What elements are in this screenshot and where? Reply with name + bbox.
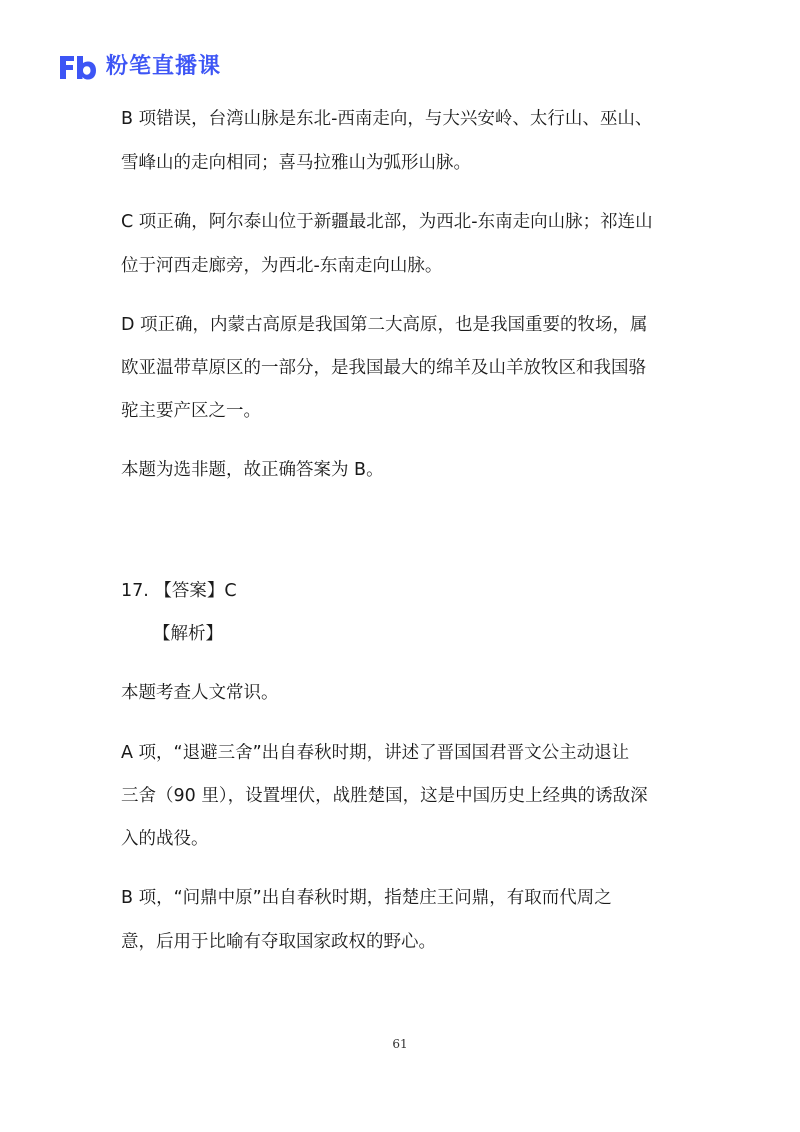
text-line: 位于河西走廊旁，为西北-东南走向山脉。 xyxy=(121,256,443,276)
text-line: 入的战役。 xyxy=(121,829,209,849)
text-line: D 项正确，内蒙古高原是我国第二大高原，也是我国重要的牧场，属 xyxy=(121,315,648,335)
text-line: C 项正确，阿尔泰山位于新疆最北部，为西北-东南走向山脉；祁连山 xyxy=(121,212,653,232)
text-line: B 项，“问鼎中原”出自春秋时期，指楚庄王问鼎，有取而代周之 xyxy=(121,888,612,908)
answer-heading: 17. 【答案】C xyxy=(121,581,237,601)
fb-logo-icon xyxy=(58,52,98,82)
brand-name: 粉笔直播课 xyxy=(106,54,222,79)
text-line: 欧亚温带草原区的一部分，是我国最大的绵羊及山羊放牧区和我国骆 xyxy=(121,358,646,378)
text-line: 意，后用于比喻有夺取国家政权的野心。 xyxy=(121,932,436,952)
text-line: 雪峰山的走向相同；喜马拉雅山为弧形山脉。 xyxy=(121,153,471,173)
text-line: B 项错误，台湾山脉是东北-西南走向，与大兴安岭、太行山、巫山、 xyxy=(121,109,653,129)
page-number: 61 xyxy=(392,1037,408,1051)
text-line: 三舍（90 里），设置埋伏，战胜楚国，这是中国历史上经典的诱敌深 xyxy=(121,786,648,806)
text-line: 本题考查人文常识。 xyxy=(121,683,279,703)
text-line: 驼主要产区之一。 xyxy=(121,401,261,421)
text-line: A 项，“退避三舍”出自春秋时期，讲述了晋国国君晋文公主动退让 xyxy=(121,743,630,763)
text-line: 本题为选非题，故正确答案为 B。 xyxy=(121,460,384,480)
analysis-heading: 【解析】 xyxy=(153,624,223,644)
page-header xyxy=(58,52,221,82)
